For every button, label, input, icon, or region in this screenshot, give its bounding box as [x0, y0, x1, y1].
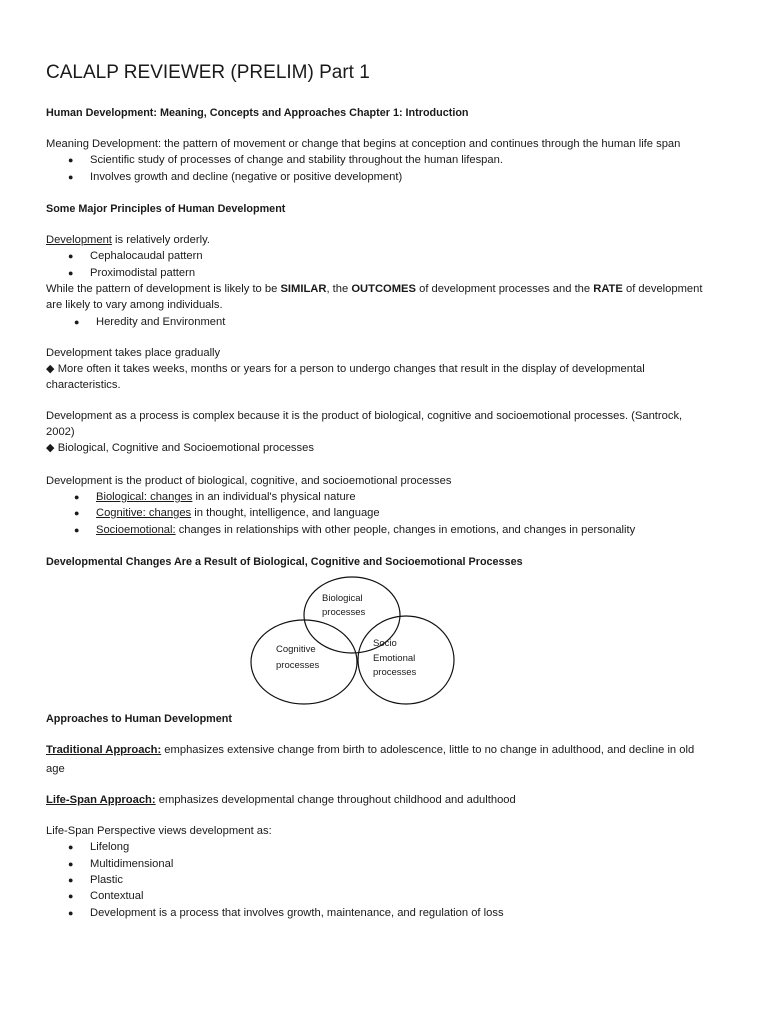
bullet-icon: ●	[68, 891, 74, 901]
perspective-bullet-3: Plastic	[90, 874, 123, 886]
meaning-bullet-2: Involves growth and decline (negative or positive development)	[90, 171, 403, 183]
orderly-bullet-2: Proximodistal pattern	[90, 267, 196, 279]
traditional-term: Traditional Approach:	[46, 744, 162, 756]
pattern-line-1	[46, 282, 702, 296]
orderly-bullet-1: Cephalocaudal pattern	[90, 250, 203, 262]
bullet-icon: ●	[68, 155, 74, 165]
bullet-icon: ●	[68, 172, 74, 182]
perspective-bullet-2: Multidimensional	[90, 858, 174, 870]
lifespan-rest: emphasizes developmental change throughout childhood and adulthood	[155, 794, 516, 806]
socio-label-2: Emotional	[373, 653, 416, 664]
product-item-biological	[96, 490, 356, 504]
gradual-heading: Development takes place gradually	[46, 347, 221, 359]
socio-label-3: processes	[373, 667, 417, 678]
outcomes-word: OUTCOMES	[351, 283, 416, 295]
approaches-heading: Approaches to Human Development	[46, 713, 232, 725]
biological-term: Biological: changes	[96, 491, 193, 503]
cognitive-rest: in thought, intelligence, and language	[191, 507, 380, 519]
bullet-icon: ●	[68, 842, 74, 852]
diamond-icon: ◆	[46, 363, 55, 375]
page-title: CALALP REVIEWER (PRELIM) Part 1	[46, 62, 370, 83]
similar-word: SIMILAR	[280, 283, 327, 295]
bullet-icon: ●	[74, 492, 80, 502]
chapter-heading: Human Development: Meaning, Concepts and Approaches Chapter 1: Introduction	[46, 107, 469, 119]
bullet-icon: ●	[74, 317, 80, 327]
pattern-text: of development	[622, 283, 703, 295]
cognitive-term: Cognitive: changes	[96, 507, 192, 519]
gradual-line-1	[46, 362, 645, 376]
traditional-line-1	[46, 743, 694, 757]
venn-diagram	[248, 575, 458, 710]
pattern-text: of development processes and the	[415, 283, 594, 295]
gradual-line-2: characteristics.	[46, 379, 121, 391]
complex-line-2: 2002)	[46, 426, 75, 438]
biological-rest: in an individual's physical nature	[192, 491, 356, 503]
bullet-icon: ●	[68, 268, 74, 278]
traditional-line-2: age	[46, 763, 65, 775]
bullet-icon: ●	[74, 525, 80, 535]
heredity-bullet: Heredity and Environment	[96, 316, 226, 328]
product-item-cognitive	[96, 506, 380, 520]
lifespan-line	[46, 793, 516, 807]
pattern-text: , the	[326, 283, 352, 295]
orderly-rest: is relatively orderly.	[111, 234, 210, 246]
perspective-bullet-1: Lifelong	[90, 841, 130, 853]
pattern-line-2: are likely to vary among individuals.	[46, 299, 223, 311]
meaning-text: Meaning Development: the pattern of movement or change that begins at conception and continues through the human life span	[46, 138, 681, 150]
pattern-text: While the pattern of development is likely to be	[46, 283, 281, 295]
changes-heading: Developmental Changes Are a Result of Biological, Cognitive and Socioemotional Processes	[46, 556, 523, 568]
socioemotional-rest: changes in relationships with other people, changes in emotions, and changes in personality	[175, 524, 636, 536]
lifespan-term: Life-Span Approach:	[46, 794, 156, 806]
biological-label-2: processes	[322, 607, 366, 618]
product-heading: Development is the product of biological, cognitive, and socioemotional processes	[46, 475, 452, 487]
product-item-socioemotional	[96, 523, 635, 537]
bullet-icon: ●	[68, 859, 74, 869]
biological-label-1: Biological	[322, 593, 363, 604]
complex-bullet: Biological, Cognitive and Socioemotional processes	[54, 442, 314, 454]
meaning-bullet-1: Scientific study of processes of change and stability throughout the human lifespan.	[90, 154, 503, 166]
principles-heading: Some Major Principles of Human Development	[46, 203, 286, 215]
bullet-icon: ●	[74, 508, 80, 518]
complex-line-1: Development as a process is complex because it is the product of biological, cognitive and socioemotional processes. (Santrock,	[46, 410, 683, 422]
complex-line-3	[46, 441, 314, 455]
development-term: Development	[46, 234, 112, 246]
socioemotional-term: Socioemotional:	[96, 524, 176, 536]
cognitive-label-2: processes	[276, 660, 320, 671]
diamond-icon: ◆	[46, 442, 55, 454]
traditional-rest: emphasizes extensive change from birth to adolescence, little to no change in adulthood, and decline in old	[161, 744, 695, 756]
socio-label-1: Socio	[373, 638, 397, 649]
cognitive-label-1: Cognitive	[276, 644, 316, 655]
gradual-text: More often it takes weeks, months or years for a person to undergo changes that result in the display of developmental	[54, 363, 645, 375]
perspective-bullet-4: Contextual	[90, 890, 144, 902]
bullet-icon: ●	[68, 875, 74, 885]
perspective-heading: Life-Span Perspective views development as:	[46, 825, 272, 837]
bullet-icon: ●	[68, 251, 74, 261]
bullet-icon: ●	[68, 908, 74, 918]
perspective-bullet-5: Development is a process that involves growth, maintenance, and regulation of loss	[90, 907, 504, 919]
orderly-line	[46, 233, 210, 247]
rate-word: RATE	[593, 283, 623, 295]
